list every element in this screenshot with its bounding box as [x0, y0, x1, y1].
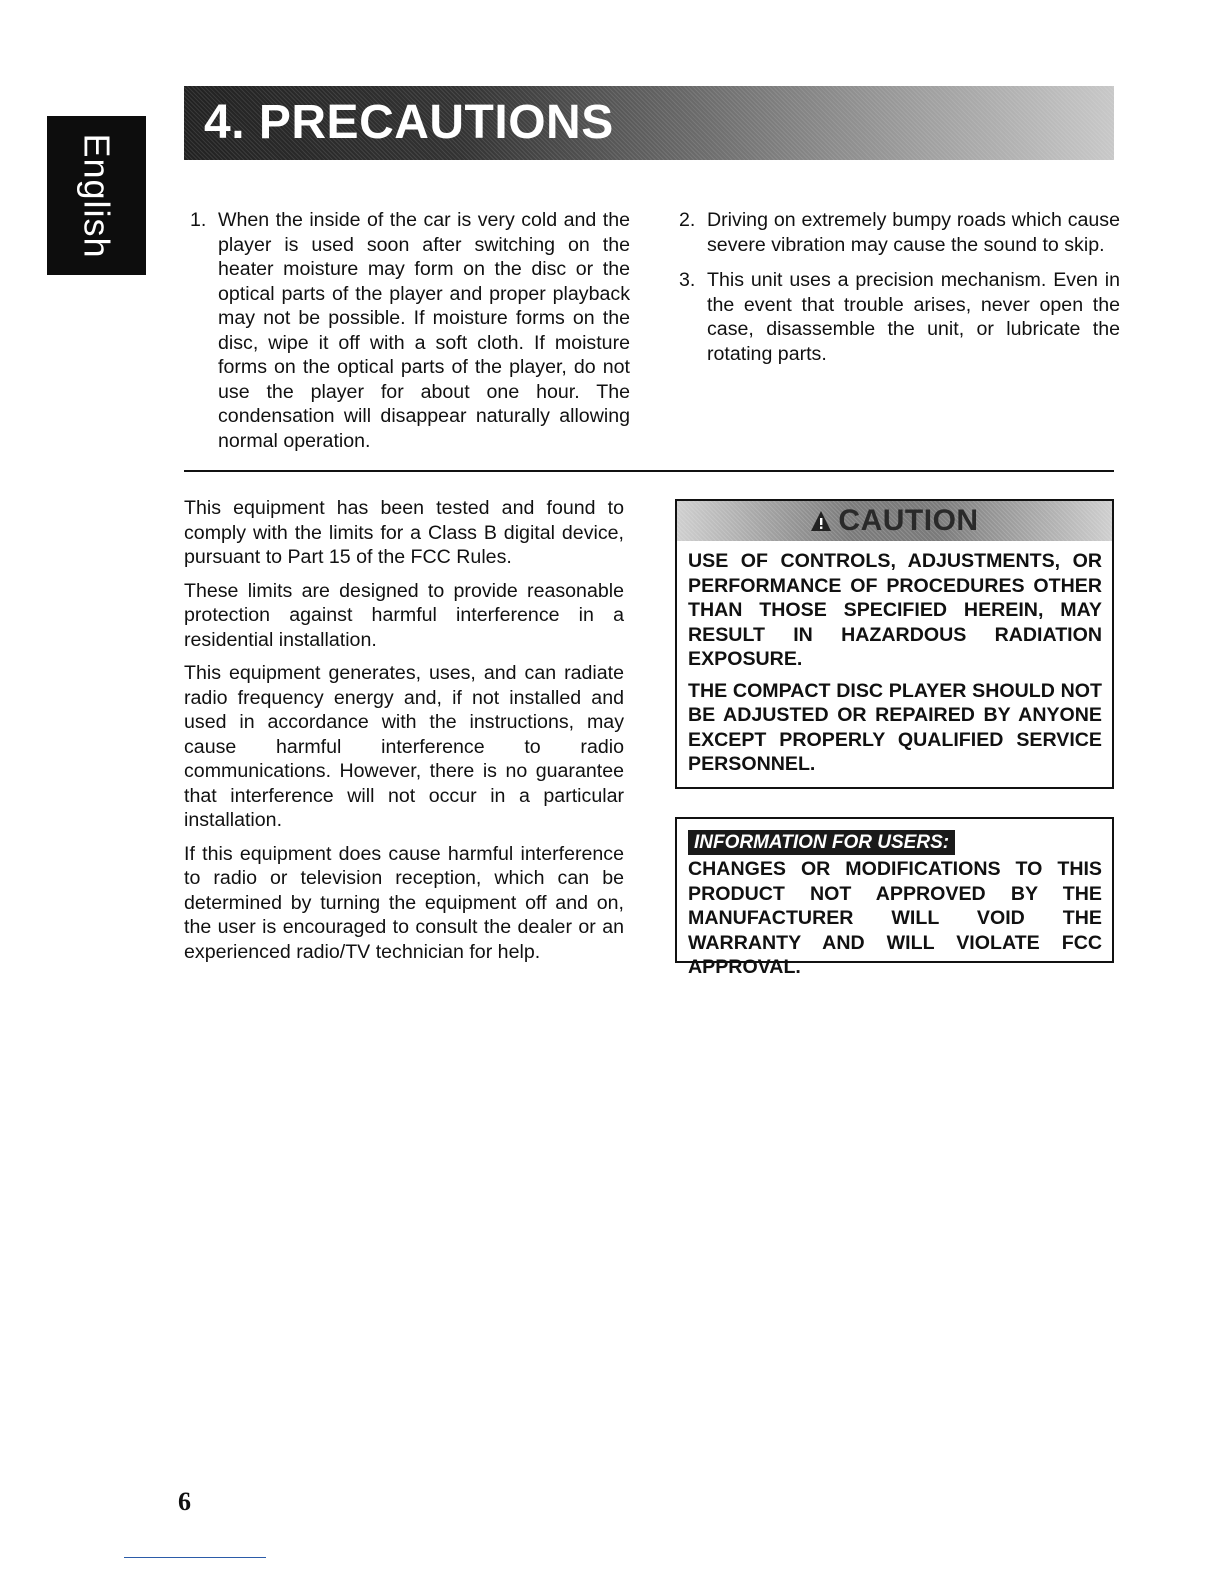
caution-header [677, 501, 1112, 541]
precaution-text: This unit uses a precision mechanism. Even in the event that trouble arises, never open the case, disassemble the unit, or lubricate the rotating parts. [707, 269, 1120, 365]
info-text: CHANGES OR MODIFICATIONS TO THIS PRODUCT NOT APPROVED BY THE MANUFACTURER WILL VOID THE WARRANTY AND WILL VIOLATE FCC APPROVAL. [688, 858, 1102, 978]
info-box [675, 817, 1114, 978]
precautions-list-left [190, 208, 630, 464]
fcc-paragraph: These limits are designed to provide reasonable protection against harmful interference in a residential installation. [184, 579, 624, 651]
section-title-bar [184, 86, 1114, 160]
precaution-number: 1. [190, 209, 207, 231]
caution-title: CAUTION [838, 504, 979, 537]
language-tab [47, 116, 146, 275]
precaution-item [190, 208, 630, 453]
caution-box [675, 499, 1114, 789]
info-label: INFORMATION FOR USERS: [688, 830, 955, 855]
precaution-text: When the inside of the car is very cold and the player is used soon after switching on the heater moisture may form on the disc or the optical parts of the player and proper playback may not be possible. If moisture forms on the disc, wipe it off with a soft cloth. If moisture forms on the optical parts of the player, do not use the player for about one hour. The condensation will disappear naturally allowing normal operation. [218, 209, 630, 452]
warning-icon [810, 510, 832, 532]
fcc-statement [184, 496, 624, 973]
caution-paragraph: USE OF CONTROLS, ADJUSTMENTS, OR PERFORMANCE OF PROCEDURES OTHER THAN THOSE SPECIFIED HEREIN, MAY RESULT IN HAZARDOUS RADIATION EXPOSURE. [688, 550, 1102, 670]
section-title: 4. PRECAUTIONS [204, 96, 614, 149]
footer-rule [124, 1557, 266, 1558]
precautions-list-right [679, 208, 1120, 377]
precaution-item [679, 208, 1120, 257]
precaution-item [679, 268, 1120, 366]
page-number: 6 [178, 1487, 191, 1516]
precaution-number: 2. [679, 209, 696, 231]
section-divider [184, 470, 1114, 472]
info-body [677, 855, 1112, 980]
precaution-text: Driving on extremely bumpy roads which cause severe vibration may cause the sound to skip. [707, 209, 1120, 256]
caution-paragraph: THE COMPACT DISC PLAYER SHOULD NOT BE ADJUSTED OR REPAIRED BY ANYONE EXCEPT PROPERLY QUALIFIED SERVICE PERSONNEL. [688, 679, 1102, 775]
language-tab-label: English [76, 132, 118, 259]
fcc-paragraph: This equipment generates, uses, and can radiate radio frequency energy and, if not installed and used in accordance with the instructions, may cause harmful interference to radio communications. However, there is no guarantee that interference will not occur in a particular installation. [184, 662, 624, 831]
precaution-number: 3. [679, 269, 696, 291]
caution-body [677, 541, 1112, 777]
fcc-paragraph: If this equipment does cause harmful interference to radio or television reception, which can be determined by turning the equipment off and on, the user is encouraged to consult the dealer or an experienced radio/TV technician for help. [184, 842, 624, 963]
fcc-paragraph: This equipment has been tested and found to comply with the limits for a Class B digital device, pursuant to Part 15 of the FCC Rules. [184, 497, 624, 568]
